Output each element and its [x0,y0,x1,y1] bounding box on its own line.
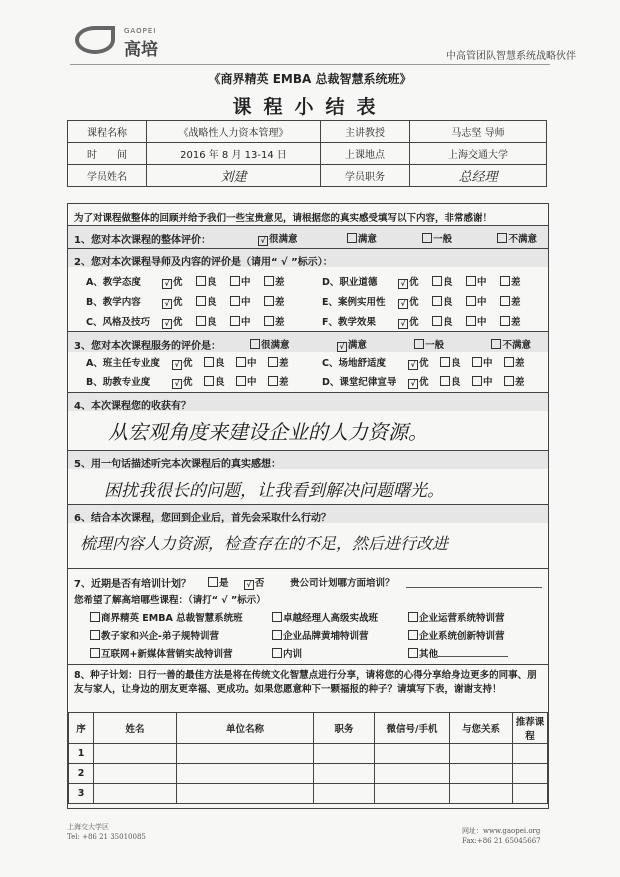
q2-item-row [86,294,298,309]
q3-item-label: B、助教专业度 [86,377,151,388]
professor-label: 主讲教授 [321,121,410,143]
q2-title: 2、您对本次课程导师及内容的评价是（请用“ √ ”标示）： [74,257,333,268]
q3-grade-option[interactable]: 中 [236,374,268,388]
footer-tel: Tel: +86 21 35010085 [67,833,146,841]
referral-table [68,712,548,804]
q3-item-label: C、场地舒适度 [322,358,386,369]
q2-grade-option[interactable]: √ 优 [398,274,432,289]
q8-text: 8、种子计划：日行一善的最佳方法是将在传统文化智慧点进行分享，请将您的心得分享给身边更多的同事、朋友与家人，让身边的朋友更幸福、更成功。如果您愿意种下一颗福报的种子？请填写下表，谢谢支持！ [74,670,537,695]
time-value: 2016 年 8 月 13-14 日 [147,143,321,165]
q3-grade-option[interactable]: 差 [268,374,300,388]
table-row[interactable] [69,744,548,764]
q2-grade-option[interactable]: 中 [230,274,264,288]
student-name-handwritten[interactable]: 刘建 [147,165,321,187]
course-series-title: 《商界精英 EMBA 总裁智慧系统班》 [208,72,412,86]
q3-item-label: D、课堂纪律宣导 [322,377,397,388]
q2-grade-option[interactable]: 中 [466,314,500,328]
q2-grade-option[interactable]: 差 [264,314,298,328]
student-label: 学员姓名 [68,165,147,187]
q7-title: 7、近期是否有培训计划？ [74,579,191,590]
q3-grade-option[interactable]: √ 优 [172,355,204,370]
q5-answer-handwritten[interactable]: 困扰我很长的问题，让我看到解决问题曙光。 [104,481,444,501]
q7-no[interactable]: √ 否 [244,578,265,589]
q3-grade-option[interactable]: 中 [472,374,504,388]
row-index: 2 [69,764,94,784]
q2-grade-option[interactable]: 中 [230,294,264,308]
table-row[interactable] [69,784,548,804]
q2-grade-option[interactable]: 差 [264,294,298,308]
course-option[interactable]: 商界精英 EMBA 总裁智慧系统班 [90,610,243,624]
q2-grade-option[interactable]: 差 [500,274,534,288]
q3-item-row [86,355,300,370]
position-handwritten[interactable]: 总经理 [410,165,547,187]
q3-item-row [322,355,536,370]
referral-header-row [69,713,548,744]
q3-options [250,337,531,352]
q3-grade-option[interactable]: 良 [204,355,236,369]
course-label: 课程名称 [68,121,147,143]
footer-school: 上海交大学区 [67,823,109,831]
q3-grade-option[interactable]: 差 [504,355,536,369]
q2-grade-option[interactable]: √ 优 [398,294,432,309]
q2-item-label: D、职业道德 [322,277,378,288]
col-company: 单位名称 [177,713,314,744]
q2-item-row [86,274,298,289]
course-option[interactable]: 企业系统创新特训营 [408,628,505,642]
q2-grade-option[interactable]: 良 [432,274,466,288]
q4-title: 4、本次课程您的收获有？ [74,401,191,412]
q2-item-label: C、风格及技巧 [86,317,150,328]
col-relation: 与您关系 [450,713,513,744]
q7-plan-label: 贵公司计划哪方面培训？ [290,578,395,589]
q3-unsatisfied[interactable]: 不满意 [491,340,531,351]
q7-yes-no [208,575,264,590]
col-name: 姓名 [94,713,177,744]
professor-value: 马志坚 导师 [410,121,547,143]
q3-grade-option[interactable]: 良 [440,355,472,369]
q1-unsatisfied[interactable]: 不满意 [497,234,537,245]
course-info-table [67,120,547,187]
q2-item-label: A、教学态度 [86,277,141,288]
q2-grade-option[interactable]: √ 优 [162,274,196,289]
q1-title: 1、您对本次课程的整体评价： [74,235,211,246]
q6-title: 6、结合本次课程，您回到企业后，首先会采取什么行动？ [74,513,331,524]
q3-grade-option[interactable]: √ 优 [172,374,204,389]
q2-grade-option[interactable]: 良 [432,294,466,308]
q2-grade-option[interactable]: √ 优 [162,314,196,329]
q2-grade-option[interactable]: 良 [196,314,230,328]
q3-item-row [86,374,300,389]
course-option[interactable]: 内训 [272,646,302,660]
q2-item-row [322,314,534,329]
col-contact: 微信号/手机 [375,713,450,744]
row-index: 1 [69,744,94,764]
q2-item-row [86,314,298,329]
course-option[interactable]: 企业品牌黄埔特训营 [272,628,369,642]
footer-fax: Fax:+86 21 65045667 [462,837,541,845]
course-option[interactable]: 互联网+新媒体营销实战特训营 [90,646,232,660]
logo-english: GAOPEI [124,27,157,35]
q3-very-satisfied[interactable]: 很满意 [250,340,290,351]
q3-item-row [322,374,536,389]
position-label: 学员职务 [321,165,410,187]
q3-satisfied[interactable]: √ 满意 [337,340,367,351]
q7-wish-label: 您希望了解高培哪些课程：（请打“ √ ”标示） [74,595,266,606]
col-index: 序 [69,713,94,744]
q3-grade-option[interactable]: 差 [504,374,536,388]
course-option[interactable]: 其他 [408,646,508,660]
form-title: 课程小结表 [232,96,388,118]
q2-grade-option[interactable]: 差 [500,294,534,308]
q7-plan-input[interactable] [406,587,542,588]
q2-grade-option[interactable]: √ 优 [162,294,196,309]
tagline: 中高管团队智慧系统战略伙伴 [446,51,576,62]
place-label: 上课地点 [321,143,410,165]
col-course: 推荐课程 [513,713,548,744]
q2-item-label: F、教学效果 [322,317,376,328]
q3-title: 3、您对本次课程服务的评价是： [74,341,221,352]
q2-grade-option[interactable]: 中 [466,294,500,308]
q3-normal[interactable]: 一般 [414,340,444,351]
q2-grade-option[interactable]: 良 [196,274,230,288]
place-value: 上海交通大学 [410,143,547,165]
q2-item-row [322,294,534,309]
q1-options [258,231,537,246]
q2-grade-option[interactable]: 良 [432,314,466,328]
q2-grade-option[interactable]: 中 [230,314,264,328]
q2-grade-option[interactable]: 差 [500,314,534,328]
other-course-input[interactable] [438,647,508,657]
course-option[interactable]: 教子家和兴企-弟子规特训营 [90,628,219,642]
q3-grade-option[interactable]: √ 优 [408,355,440,370]
q3-item-label: A、班主任专业度 [86,358,160,369]
q2-grade-option[interactable]: 中 [466,274,500,288]
q6-answer-handwritten[interactable]: 梳理内容人力资源，检查存在的不足，然后进行改进 [80,534,449,553]
q1-satisfied[interactable]: 满意 [347,234,377,245]
q2-grade-option[interactable]: 差 [264,274,298,288]
q3-grade-option[interactable]: √ 优 [408,374,440,389]
q3-grade-option[interactable]: 差 [268,355,300,369]
survey-box [67,203,549,809]
q2-item-label: B、教学内容 [86,297,141,308]
q2-item-row [322,274,534,289]
footer-web: 网址：www.gaopei.org [462,827,541,835]
course-option[interactable]: 卓越经理人高级实战班 [272,610,378,624]
q3-grade-option[interactable]: 良 [204,374,236,388]
gaopei-logo-icon [75,26,115,54]
intro-text: 为了对课程做整体的回顾并给予我们一些宝贵意见，请根据您的真实感受填写以下内容，非常感谢！ [74,213,493,224]
q3-grade-option[interactable]: 中 [236,355,268,369]
q3-grade-option[interactable]: 中 [472,355,504,369]
course-option[interactable]: 企业运营系统特训营 [408,610,505,624]
q1-normal[interactable]: 一般 [422,234,452,245]
q2-item-label: E、案例实用性 [322,297,386,308]
q2-grade-option[interactable]: 良 [196,294,230,308]
q2-grade-option[interactable]: √ 优 [398,314,432,329]
row-index: 3 [69,784,94,804]
time-label: 时 间 [68,143,147,165]
q5-title: 5、用一句话描述听完本次课程后的真实感想： [74,459,281,470]
table-row[interactable] [69,764,548,784]
q4-answer-handwritten[interactable]: 从宏观角度来建设企业的人力资源。 [108,420,428,444]
q3-grade-option[interactable]: 良 [440,374,472,388]
course-value: 《战略性人力资本管理》 [147,121,321,143]
col-title: 职务 [314,713,375,744]
logo-chinese: 高培 [124,40,158,60]
q7-yes[interactable]: 是 [208,578,229,589]
header-divider [70,64,550,65]
q1-very-satisfied[interactable]: √ 很满意 [258,234,298,245]
